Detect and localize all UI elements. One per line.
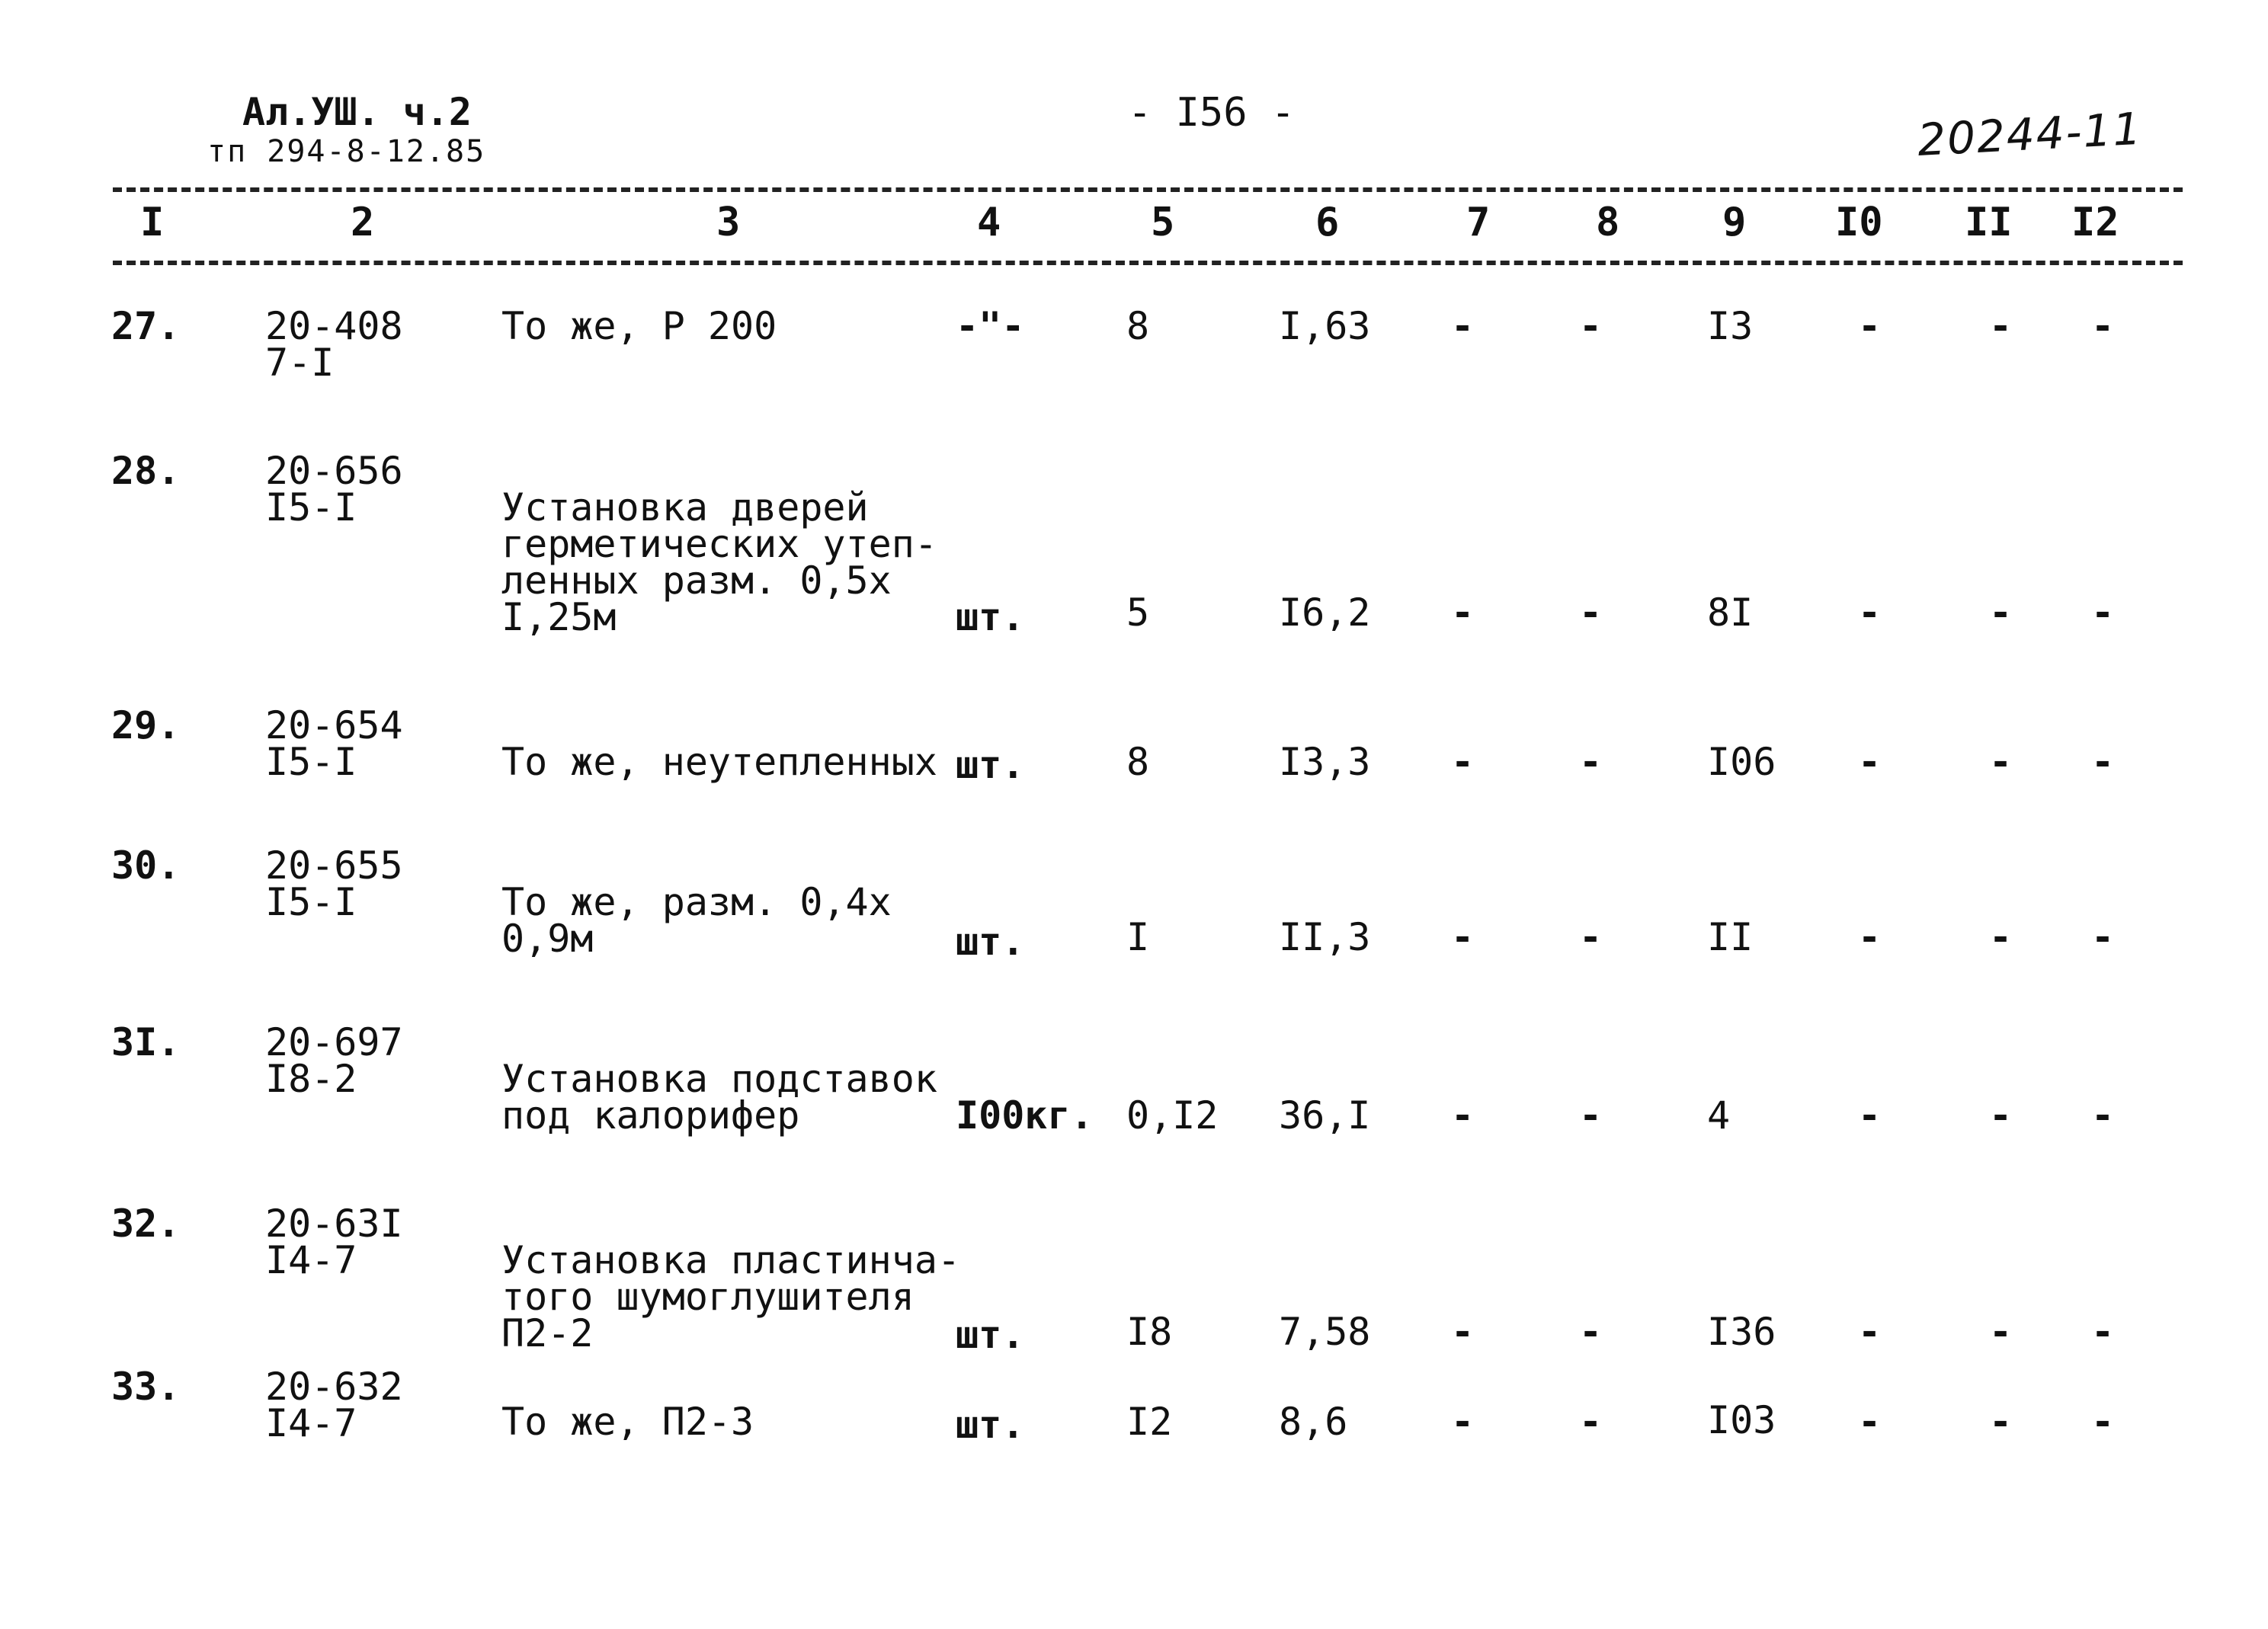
- row-number: 30.: [111, 843, 181, 888]
- column-number: 4: [977, 200, 1001, 245]
- description-line: То же, П2-3: [501, 1400, 754, 1444]
- col-7-value: -: [1451, 1310, 1475, 1354]
- quantity: I: [1126, 915, 1150, 959]
- col-12-value: -: [2091, 1310, 2115, 1354]
- col-6-value: 7,58: [1279, 1310, 1371, 1354]
- col-9-value: II: [1707, 915, 1754, 959]
- col-11-value: -: [1989, 740, 2013, 784]
- unit: шт.: [956, 743, 1025, 787]
- description-line: Установка дверей: [501, 485, 869, 530]
- archive-number: 20244-11: [1916, 102, 2144, 166]
- unit: шт.: [956, 1403, 1025, 1447]
- col-6-value: 36,I: [1279, 1093, 1371, 1138]
- unit: I00кг.: [956, 1093, 1094, 1138]
- unit: шт.: [956, 920, 1025, 964]
- top-divider: [113, 187, 2183, 192]
- column-number: 7: [1466, 200, 1491, 245]
- unit: шт.: [956, 595, 1025, 639]
- norm-code-line: 20-656: [265, 449, 403, 493]
- col-7-value: -: [1451, 590, 1475, 635]
- col-8-value: -: [1579, 1310, 1603, 1354]
- work-description: [501, 304, 777, 348]
- norm-code-line: 20-408: [265, 304, 403, 348]
- column-number: 6: [1315, 200, 1340, 245]
- norm-code-line: 20-63I: [265, 1202, 403, 1246]
- description-line: П2-2: [501, 1311, 594, 1355]
- col-8-value: -: [1579, 1093, 1603, 1138]
- col-11-value: -: [1989, 1400, 2013, 1444]
- norm-code-line: 20-632: [265, 1365, 403, 1409]
- document-code: тп 294-8-12.85: [207, 134, 486, 169]
- unit: -"-: [956, 304, 1025, 348]
- quantity: 8: [1126, 304, 1150, 348]
- col-6-value: I,63: [1279, 304, 1371, 348]
- norm-code-line: I4-7: [265, 1238, 357, 1282]
- row-number: 33.: [111, 1365, 181, 1409]
- quantity: 0,I2: [1126, 1093, 1219, 1138]
- column-number: 3: [716, 200, 741, 245]
- col-11-value: -: [1989, 1310, 2013, 1354]
- document-title: Ал.УШ. ч.2: [242, 90, 472, 134]
- col-10-value: -: [1858, 304, 1882, 348]
- col-9-value: I03: [1707, 1398, 1776, 1442]
- norm-code-line: 20-654: [265, 703, 403, 747]
- work-description: [501, 485, 937, 639]
- col-8-value: -: [1579, 740, 1603, 784]
- row-number: 32.: [111, 1202, 181, 1246]
- description-line: ленных разм. 0,5х: [501, 558, 892, 603]
- col-10-value: -: [1858, 1310, 1882, 1354]
- col-6-value: II,3: [1279, 915, 1371, 959]
- col-12-value: -: [2091, 1400, 2115, 1444]
- col-6-value: I3,3: [1279, 740, 1371, 784]
- col-9-value: 8I: [1707, 590, 1754, 635]
- column-number: I: [140, 200, 165, 245]
- norm-code-line: I8-2: [265, 1057, 357, 1101]
- col-7-value: -: [1451, 304, 1475, 348]
- column-number: 8: [1596, 200, 1620, 245]
- norm-code-line: I4-7: [265, 1401, 357, 1445]
- description-line: 0,9м: [501, 917, 594, 961]
- norm-code-line: I5-I: [265, 485, 357, 530]
- col-11-value: -: [1989, 304, 2013, 348]
- col-11-value: -: [1989, 915, 2013, 959]
- col-7-value: -: [1451, 740, 1475, 784]
- description-line: То же, Р 200: [501, 304, 777, 348]
- col-11-value: -: [1989, 590, 2013, 635]
- description-line: I,25м: [501, 595, 617, 639]
- norm-code: [265, 1020, 403, 1101]
- norm-code-line: I5-I: [265, 880, 357, 924]
- norm-code: [265, 449, 403, 530]
- col-8-value: -: [1579, 590, 1603, 635]
- unit: шт.: [956, 1313, 1025, 1357]
- quantity: I8: [1126, 1310, 1173, 1354]
- col-8-value: -: [1579, 915, 1603, 959]
- col-8-value: -: [1579, 1400, 1603, 1444]
- col-9-value: I3: [1707, 304, 1754, 348]
- description-line: Установка подставок: [501, 1057, 937, 1101]
- column-number: I2: [2071, 200, 2119, 245]
- norm-code: [265, 304, 403, 385]
- column-number: I0: [1835, 200, 1883, 245]
- description-line: того шумоглушителя: [501, 1275, 915, 1319]
- work-description: [501, 1238, 961, 1355]
- norm-code: [265, 703, 403, 784]
- description-line: То же, неутепленных: [501, 740, 937, 784]
- col-12-value: -: [2091, 304, 2115, 348]
- norm-code: [265, 843, 403, 924]
- col-9-value: I06: [1707, 740, 1776, 784]
- quantity: 5: [1126, 590, 1150, 635]
- column-number: II: [1965, 200, 2013, 245]
- row-number: 28.: [111, 449, 181, 493]
- description-line: герметических утеп-: [501, 522, 937, 566]
- col-7-value: -: [1451, 1093, 1475, 1138]
- col-12-value: -: [2091, 590, 2115, 635]
- work-description: [501, 740, 937, 784]
- header-divider: [113, 261, 2183, 265]
- row-number: 27.: [111, 304, 181, 348]
- page-number: - I56 -: [1128, 90, 1296, 136]
- col-7-value: -: [1451, 1400, 1475, 1444]
- col-10-value: -: [1858, 1400, 1882, 1444]
- row-number: 3I.: [111, 1020, 181, 1064]
- col-12-value: -: [2091, 915, 2115, 959]
- norm-code: [265, 1365, 403, 1445]
- column-number-header: [0, 200, 2268, 253]
- norm-code-line: 7-I: [265, 341, 335, 385]
- norm-code-line: I5-I: [265, 740, 357, 784]
- column-number: 5: [1151, 200, 1175, 245]
- quantity: I2: [1126, 1400, 1173, 1444]
- work-description: [501, 880, 892, 961]
- column-number: 9: [1722, 200, 1747, 245]
- col-10-value: -: [1858, 915, 1882, 959]
- norm-code-line: 20-697: [265, 1020, 403, 1064]
- work-description: [501, 1057, 937, 1138]
- col-11-value: -: [1989, 1093, 2013, 1138]
- norm-code: [265, 1202, 403, 1282]
- description-line: То же, разм. 0,4х: [501, 880, 892, 924]
- col-12-value: -: [2091, 1093, 2115, 1138]
- quantity: 8: [1126, 740, 1150, 784]
- work-description: [501, 1400, 754, 1444]
- column-number: 2: [351, 200, 375, 245]
- col-10-value: -: [1858, 740, 1882, 784]
- col-9-value: I36: [1707, 1310, 1776, 1354]
- col-12-value: -: [2091, 740, 2115, 784]
- col-7-value: -: [1451, 915, 1475, 959]
- description-line: Установка пластинча-: [501, 1238, 961, 1282]
- description-line: под калорифер: [501, 1093, 800, 1138]
- col-8-value: -: [1579, 304, 1603, 348]
- row-number: 29.: [111, 703, 181, 747]
- col-9-value: 4: [1707, 1093, 1731, 1138]
- col-10-value: -: [1858, 590, 1882, 635]
- col-10-value: -: [1858, 1093, 1882, 1138]
- col-6-value: 8,6: [1279, 1400, 1348, 1444]
- norm-code-line: 20-655: [265, 843, 403, 888]
- col-6-value: I6,2: [1279, 590, 1371, 635]
